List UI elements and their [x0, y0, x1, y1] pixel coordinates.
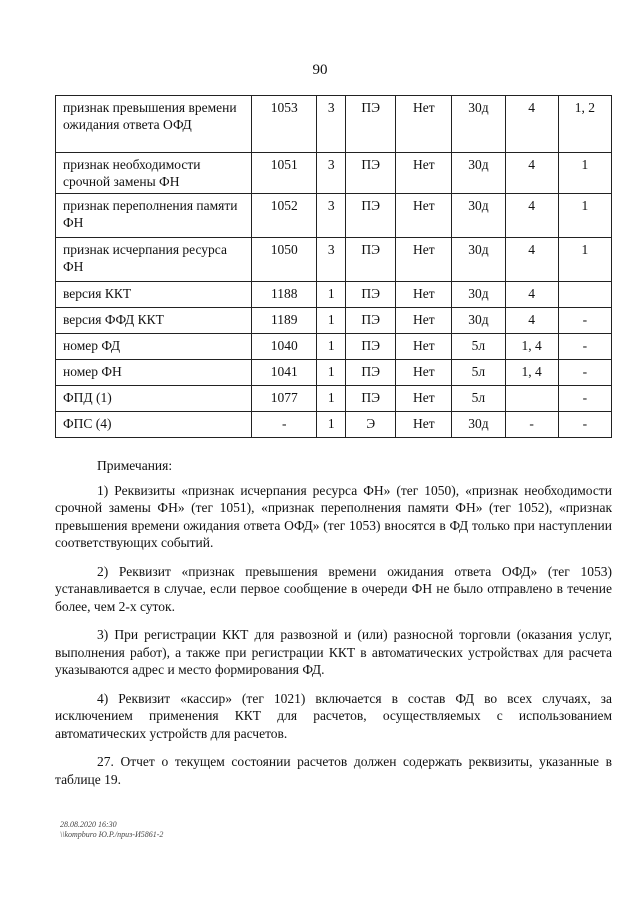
table-cell: 1188	[252, 282, 317, 308]
table-cell: -	[558, 386, 611, 412]
requisite-name-cell: номер ФД	[56, 334, 252, 360]
table-cell: 30д	[452, 194, 505, 238]
table-cell: 30д	[452, 412, 505, 438]
table-cell: -	[558, 412, 611, 438]
table-row	[56, 334, 612, 360]
table-cell: 1050	[252, 238, 317, 282]
table-cell: -	[558, 334, 611, 360]
table-cell: 4	[505, 238, 558, 282]
table-row	[56, 282, 612, 308]
table-cell: 1053	[252, 96, 317, 153]
table-cell: 1	[558, 238, 611, 282]
table-cell: Нет	[396, 308, 452, 334]
table-cell: 5л	[452, 334, 505, 360]
table-row	[56, 238, 612, 282]
table-cell: 1052	[252, 194, 317, 238]
table-cell: 3	[317, 96, 346, 153]
table-cell: 1	[317, 334, 346, 360]
note-4: 4) Реквизит «кассир» (тег 1021) включается в состав ФД во всех случаях, за исключением применения ККТ для расчетов, осуществляемых с использованием автоматических устройств для расчетов.	[55, 690, 612, 741]
table-row	[56, 412, 612, 438]
table-cell: 3	[317, 153, 346, 194]
table-cell: 4	[505, 308, 558, 334]
table-cell: Нет	[396, 238, 452, 282]
table-cell: 1	[317, 308, 346, 334]
footer-timestamp: 28.08.2020 16:30	[60, 820, 117, 829]
table-cell	[558, 282, 611, 308]
table-cell: 30д	[452, 282, 505, 308]
table-cell: 30д	[452, 153, 505, 194]
table-cell: ПЭ	[346, 282, 396, 308]
table-cell: 4	[505, 96, 558, 153]
table-cell: -	[252, 412, 317, 438]
requisites-table-body	[56, 96, 612, 438]
table-cell	[505, 386, 558, 412]
table-cell: 1	[317, 282, 346, 308]
table-cell: Нет	[396, 96, 452, 153]
table-cell: 30д	[452, 96, 505, 153]
table-row	[56, 194, 612, 238]
note-2: 2) Реквизит «признак превышения времени ожидания ответа ОФД» (тег 1053) устанавливается в случае, если первое сообщение в очереди ФН не было отправлено в течение более, чем 2-х суток.	[55, 563, 612, 614]
table-cell: 1	[317, 386, 346, 412]
table-cell: ПЭ	[346, 194, 396, 238]
requisite-name-cell: версия ККТ	[56, 282, 252, 308]
table-row	[56, 153, 612, 194]
table-cell: 1	[558, 153, 611, 194]
table-cell: 1189	[252, 308, 317, 334]
table-cell: Нет	[396, 334, 452, 360]
table-cell: 5л	[452, 386, 505, 412]
table-cell: ПЭ	[346, 360, 396, 386]
table-cell: Нет	[396, 153, 452, 194]
requisite-name-cell: ФПД (1)	[56, 386, 252, 412]
table-cell: Нет	[396, 194, 452, 238]
table-cell: ПЭ	[346, 308, 396, 334]
table-cell: 3	[317, 194, 346, 238]
table-cell: Нет	[396, 412, 452, 438]
table-cell: 4	[505, 282, 558, 308]
table-cell: 1051	[252, 153, 317, 194]
table-row	[56, 96, 612, 153]
table-cell: Нет	[396, 360, 452, 386]
requisite-name-cell: признак необходимости срочной замены ФН	[56, 153, 252, 194]
table-cell: 1041	[252, 360, 317, 386]
table-cell: 1	[317, 360, 346, 386]
table-cell: Нет	[396, 282, 452, 308]
table-row	[56, 386, 612, 412]
table-cell: 1, 2	[558, 96, 611, 153]
table-cell: Нет	[396, 386, 452, 412]
notes-section	[55, 457, 612, 753]
table-cell: 1	[558, 194, 611, 238]
table-cell: ПЭ	[346, 153, 396, 194]
table-cell: 30д	[452, 238, 505, 282]
page-number: 90	[312, 62, 328, 78]
table-cell: ПЭ	[346, 334, 396, 360]
note-3: 3) При регистрации ККТ для развозной и (или) разносной торговли (оказания услуг, выполнения работ), а также при регистрации ККТ в автоматических устройствах для расчета указываются адрес и место формирования ФД.	[55, 627, 612, 677]
table-cell: 1, 4	[505, 334, 558, 360]
table-cell: ПЭ	[346, 96, 396, 153]
table-cell: 4	[505, 194, 558, 238]
table-cell: -	[558, 360, 611, 386]
table-cell: 30д	[452, 308, 505, 334]
requisite-name-cell: версия ФФД ККТ	[56, 308, 252, 334]
table-cell: 1	[317, 412, 346, 438]
table-cell: 5л	[452, 360, 505, 386]
requisite-name-cell: номер ФН	[56, 360, 252, 386]
requisites-table	[55, 95, 612, 438]
notes-heading: Примечания:	[97, 458, 173, 473]
table-cell: 1077	[252, 386, 317, 412]
table-row	[56, 308, 612, 334]
table-cell: 3	[317, 238, 346, 282]
requisite-name-cell: ФПС (4)	[56, 412, 252, 438]
table-cell: Э	[346, 412, 396, 438]
table-row	[56, 360, 612, 386]
table-cell: 4	[505, 153, 558, 194]
table-cell: -	[505, 412, 558, 438]
requisite-name-cell: признак переполнения памяти ФН	[56, 194, 252, 238]
note-1: 1) Реквизиты «признак исчерпания ресурса ФН» (тег 1050), «признак необходимости срочной замены ФН» (тег 1051), «признак переполнения памяти ФН» (тег 1052), «признак превышения времени ожидания ответа ОФД» (тег 1053) вносятся в ФД только при наступлении соответствующих событий.	[55, 482, 612, 550]
requisite-name-cell: признак исчерпания ресурса ФН	[56, 238, 252, 282]
document-footer	[60, 820, 163, 840]
table-cell: 1040	[252, 334, 317, 360]
section-27-paragraph: 27. Отчет о текущем состоянии расчетов должен содержать реквизиты, указанные в таблице 19.	[55, 754, 612, 787]
table-cell: 1, 4	[505, 360, 558, 386]
table-cell: -	[558, 308, 611, 334]
requisite-name-cell: признак превышения времени ожидания ответа ОФД	[56, 96, 252, 153]
table-cell: ПЭ	[346, 238, 396, 282]
footer-file-path: \\kompburo Ю.Р./приз-И5861-2	[60, 830, 164, 839]
table-cell: ПЭ	[346, 386, 396, 412]
